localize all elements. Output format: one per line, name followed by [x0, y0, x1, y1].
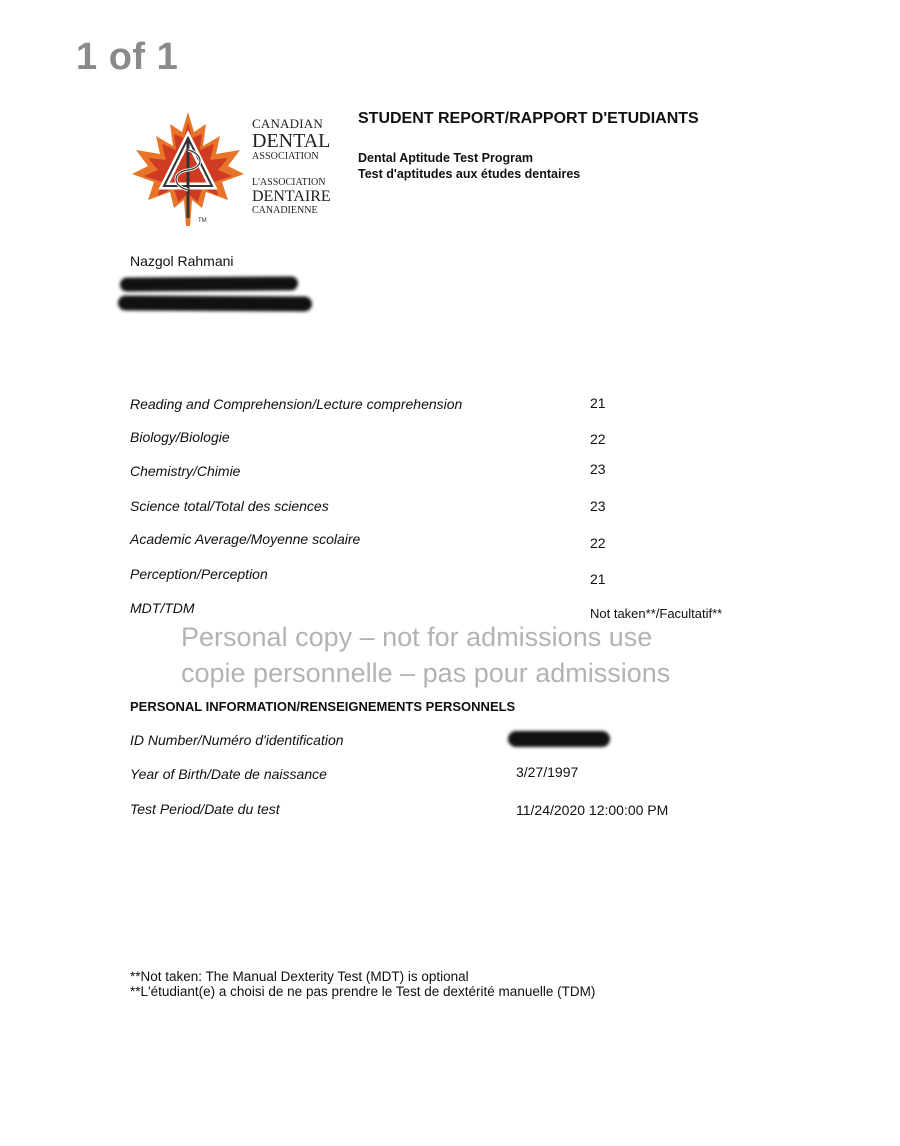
score-value-science-total: 23	[590, 498, 606, 514]
watermark-line-fr: copie personnelle – pas pour admissions	[181, 658, 671, 688]
field-value-test-period: 11/24/2020 12:00:00 PM	[516, 802, 669, 818]
org-line-dental: DENTAL	[252, 130, 331, 152]
redacted-address-line-2	[118, 295, 312, 311]
score-label-academic-average: Academic Average/Moyenne scolaire	[130, 531, 361, 547]
score-label-mdt: MDT/TDM	[130, 600, 195, 616]
score-label-biology: Biology/Biologie	[130, 429, 230, 445]
redacted-id-number	[508, 731, 610, 747]
org-line-dentaire: DENTAIRE	[252, 188, 331, 205]
report-title: STUDENT REPORT/RAPPORT D'ETUDIANTS	[358, 110, 699, 127]
program-name-fr: Test d'aptitudes aux études dentaires	[358, 167, 581, 181]
score-value-mdt: Not taken**/Facultatif**	[590, 606, 723, 621]
field-label-year-of-birth: Year of Birth/Date de naissance	[130, 766, 327, 782]
field-label-id-number: ID Number/Numéro d'identification	[130, 732, 344, 748]
org-line-association: ASSOCIATION	[252, 151, 319, 162]
personal-info-heading: PERSONAL INFORMATION/RENSEIGNEMENTS PERSONNELS	[130, 699, 516, 714]
score-value-biology: 22	[590, 431, 606, 447]
score-value-perception: 21	[590, 571, 606, 587]
org-line-canadienne: CANADIENNE	[252, 205, 318, 216]
footnote-fr: **L'étudiant(e) a choisi de ne pas prendre le Test de dextérité manuelle (TDM)	[130, 984, 596, 999]
score-value-chemistry: 23	[590, 461, 606, 477]
watermark-line-en: Personal copy – not for admissions use	[181, 622, 653, 652]
maple-leaf-caduceus-icon	[128, 108, 248, 228]
score-value-academic-average: 22	[590, 535, 606, 551]
score-label-perception: Perception/Perception	[130, 566, 268, 582]
score-label-reading: Reading and Comprehension/Lecture comprehension	[130, 396, 463, 412]
program-name-en: Dental Aptitude Test Program	[358, 151, 534, 165]
org-line-lassociation: L'ASSOCIATION	[252, 177, 326, 188]
org-line-canadian: CANADIAN	[252, 116, 323, 131]
trademark: TM	[198, 218, 207, 224]
redacted-address-line-1	[120, 276, 298, 291]
field-value-year-of-birth: 3/27/1997	[516, 764, 579, 780]
student-name: Nazgol Rahmani	[130, 253, 234, 269]
field-label-test-period: Test Period/Date du test	[130, 801, 280, 817]
score-label-science-total: Science total/Total des sciences	[130, 498, 329, 514]
score-label-chemistry: Chemistry/Chimie	[130, 463, 241, 479]
page-counter: 1 of 1	[76, 36, 179, 78]
score-value-reading: 21	[590, 395, 606, 411]
footnote-en: **Not taken: The Manual Dexterity Test (MDT) is optional	[130, 969, 469, 984]
